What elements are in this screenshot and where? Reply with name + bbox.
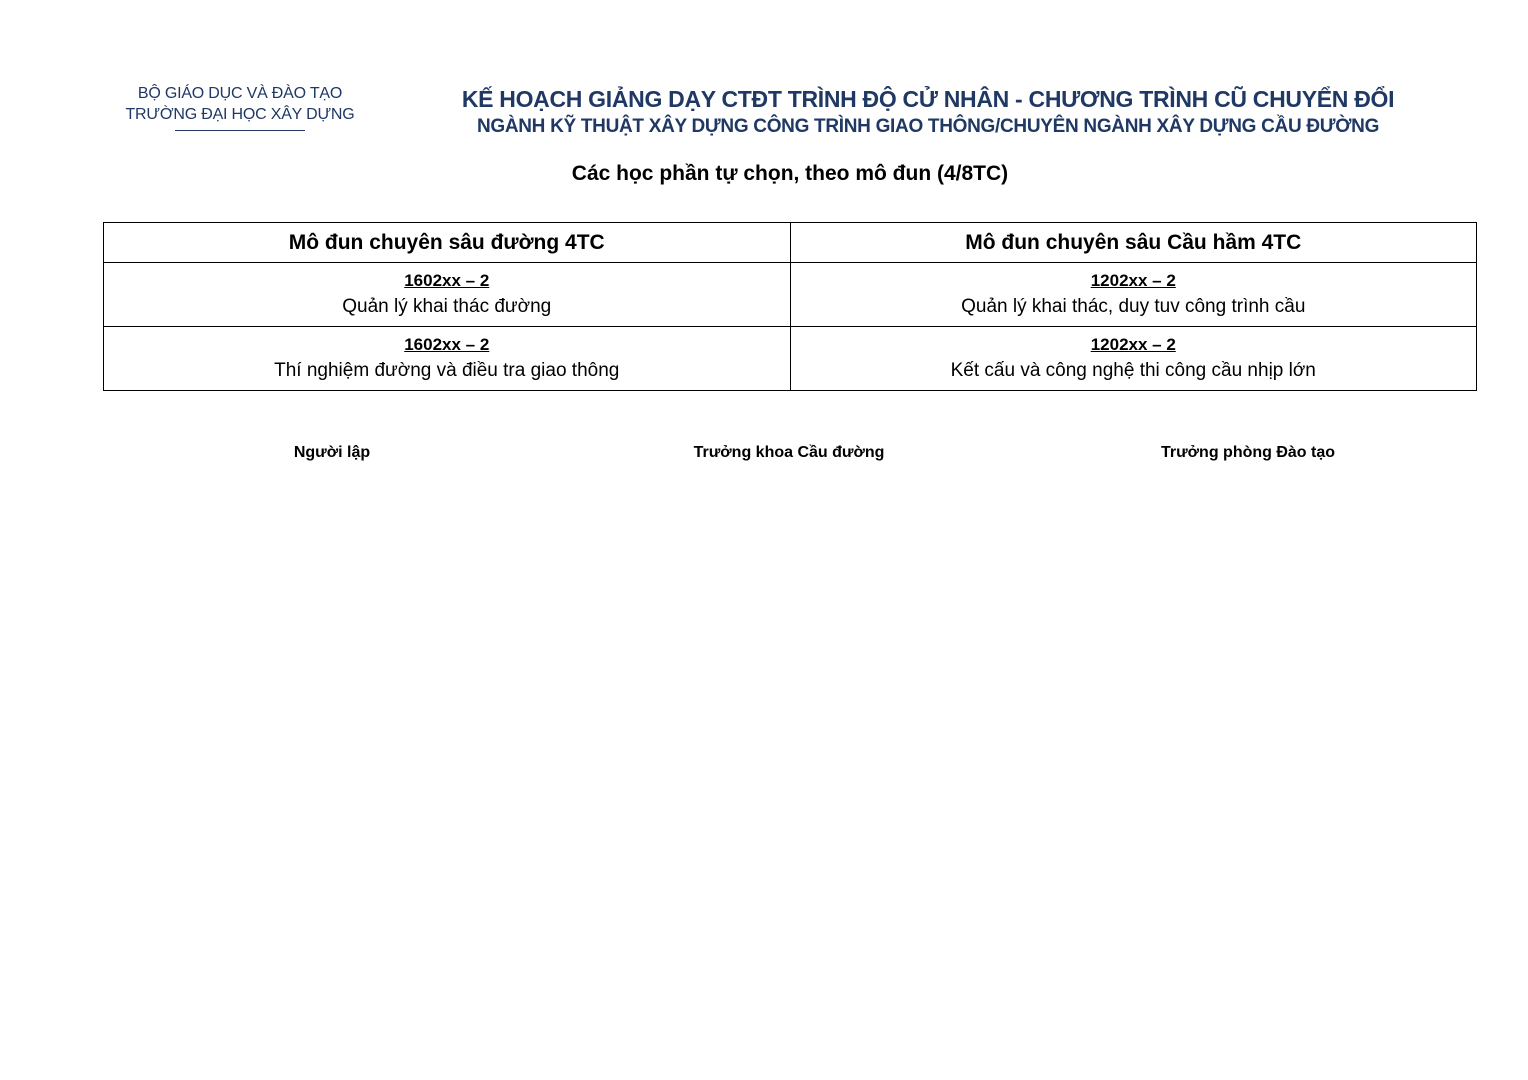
table-cell	[790, 263, 1477, 327]
table-header-row	[104, 223, 1477, 263]
signature-training-head: Trưởng phòng Đào tạo	[1160, 444, 1336, 461]
course-code: 1202xx – 2	[1090, 334, 1176, 354]
university-name: TRƯỜNG ĐẠI HỌC XÂY DỰNG	[125, 106, 355, 123]
signature-preparer: Người lập	[293, 444, 371, 461]
plan-title: KẾ HOẠCH GIẢNG DẠY CTĐT TRÌNH ĐỘ CỬ NHÂN - CHƯƠNG TRÌNH CŨ CHUYỂN ĐỔI	[461, 86, 1395, 112]
signature-block	[0, 444, 1528, 468]
institution-header	[100, 84, 380, 131]
table-row	[104, 263, 1477, 327]
table-row	[104, 327, 1477, 391]
ministry-name: BỘ GIÁO DỤC VÀ ĐÀO TẠO	[137, 85, 343, 102]
plan-subtitle: NGÀNH KỸ THUẬT XÂY DỰNG CÔNG TRÌNH GIAO THÔNG/CHUYÊN NGÀNH XÂY DỰNG CẦU ĐƯỜNG	[476, 116, 1380, 137]
header-divider	[175, 130, 305, 131]
signature-dean: Trưởng khoa Cầu đường	[693, 444, 885, 461]
course-name: Quản lý khai thác, duy tuv công trình cầu	[961, 295, 1306, 317]
course-name: Thí nghiệm đường và điều tra giao thông	[274, 359, 620, 381]
module-table	[103, 222, 1477, 391]
table-cell	[104, 263, 791, 327]
course-code: 1602xx – 2	[404, 334, 490, 354]
plan-header	[420, 84, 1436, 140]
course-name: Quản lý khai thác đường	[342, 295, 552, 317]
table-cell	[104, 327, 791, 391]
column-header-road-module: Mô đun chuyên sâu đường 4TC	[104, 223, 791, 263]
course-code: 1602xx – 2	[404, 270, 490, 290]
table-cell	[790, 327, 1477, 391]
course-code: 1202xx – 2	[1090, 270, 1176, 290]
course-name: Kết cấu và công nghệ thi công cầu nhịp lớn	[950, 359, 1316, 381]
column-header-bridge-module: Mô đun chuyên sâu Cầu hầm 4TC	[790, 223, 1477, 263]
section-title: Các học phần tự chọn, theo mô đun (4/8TC)	[571, 162, 1009, 185]
